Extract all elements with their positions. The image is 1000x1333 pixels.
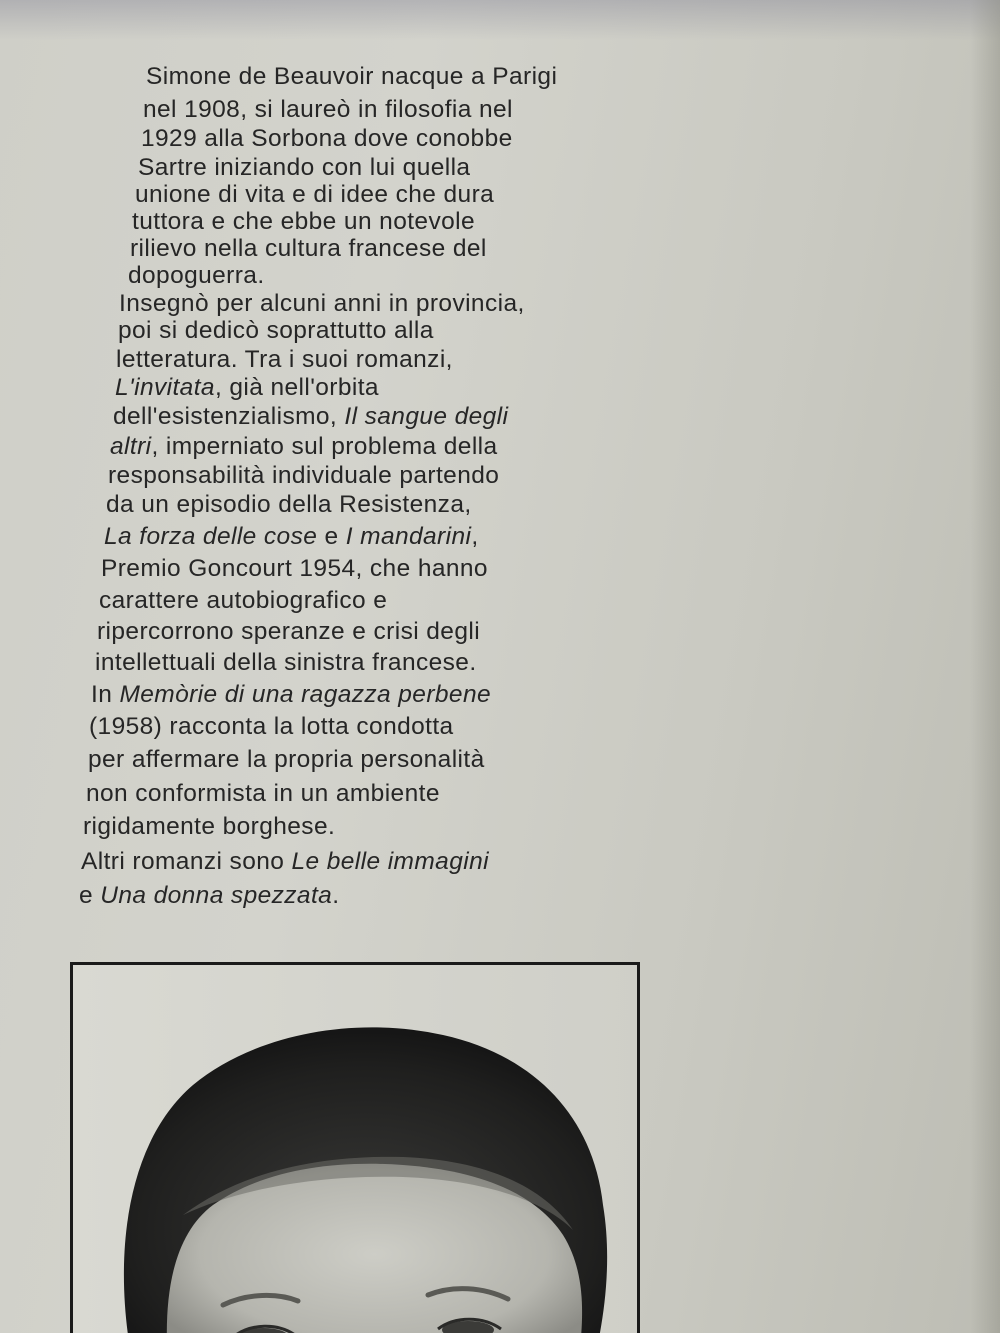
bio-line: Altri romanzi sono Le belle immagini [81, 848, 489, 875]
bio-line: altri, imperniato sul problema della [110, 433, 498, 460]
bio-line: L'invitata, già nell'orbita [115, 374, 379, 401]
bio-line: letteratura. Tra i suoi romanzi, [116, 346, 453, 373]
bio-line: (1958) racconta la lotta condotta [89, 713, 454, 740]
bio-line: tuttora e che ebbe un notevole [132, 208, 476, 235]
bio-line: Simone de Beauvoir nacque a Parigi [146, 63, 558, 90]
bio-line: e Una donna spezzata. [79, 882, 340, 909]
portrait-image [73, 965, 640, 1333]
bio-line: intellettuali della sinistra francese. [95, 649, 477, 676]
bio-line: In Memòrie di una ragazza perbene [91, 681, 491, 708]
bio-line: rilievo nella cultura francese del [130, 235, 487, 262]
bio-line: responsabilità individuale partendo [108, 462, 500, 489]
bio-line: dell'esistenzialismo, Il sangue degli [113, 403, 509, 430]
bio-line: non conformista in un ambiente [86, 780, 440, 807]
bio-line: da un episodio della Resistenza, [106, 491, 472, 518]
bio-line: unione di vita e di idee che dura [135, 181, 495, 208]
bio-line: La forza delle cose e I mandarini, [104, 523, 479, 550]
bio-line: Premio Goncourt 1954, che hanno [101, 555, 488, 582]
bio-line: poi si dedicò soprattutto alla [118, 317, 434, 344]
bio-line: carattere autobiografico e [99, 587, 388, 614]
bio-line: Sartre iniziando con lui quella [138, 154, 471, 181]
bio-line: per affermare la propria personalità [88, 746, 485, 773]
author-portrait-photo [70, 962, 640, 1333]
bio-line: Insegnò per alcuni anni in provincia, [119, 290, 525, 317]
bio-line: 1929 alla Sorbona dove conobbe [141, 125, 513, 152]
bio-line: nel 1908, si laureò in filosofia nel [143, 96, 513, 123]
bio-line: dopoguerra. [128, 262, 265, 289]
bio-line: rigidamente borghese. [83, 813, 336, 840]
bio-line: ripercorrono speranze e crisi degli [97, 618, 481, 645]
